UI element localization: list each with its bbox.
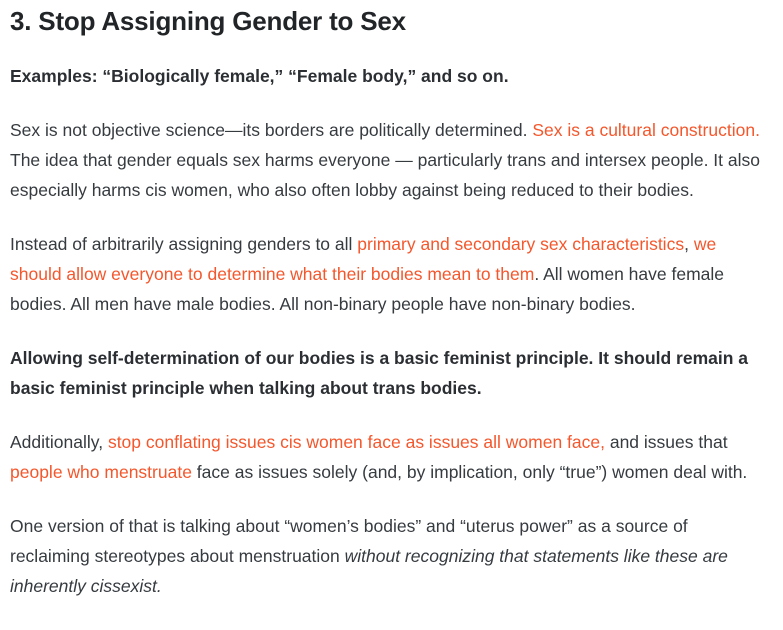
text-run: Sex is not objective science—its borders are politically determined. — [10, 120, 533, 140]
text-run: and issues that — [604, 432, 728, 452]
text-run: The idea that gender equals sex harms everyone — particularly trans and intersex people. It also especially harms cis women, who also often lobby against being reduced to their bodies. — [10, 150, 760, 200]
text-run: Instead of arbitrarily assigning genders to all — [10, 234, 358, 254]
inline-link-cultural-construction[interactable]: Sex is a cultural construction. — [532, 120, 760, 140]
inline-link-stop-conflating[interactable]: stop conflating issues cis women face as issues all women face, — [107, 432, 605, 452]
section-heading: 3. Stop Assigning Gender to Sex — [10, 6, 406, 36]
paragraph-sex-not-objective — [10, 115, 769, 205]
inline-link-determine-bodies[interactable]: we should allow everyone to determine what their bodies mean to them — [10, 234, 717, 284]
text-run: Additionally, — [10, 432, 108, 452]
text-run: One version of that is talking about “women’s bodies” and “uterus power” as a source of reclaiming stereotypes about menstruation — [10, 516, 688, 566]
text-run: face as issues solely (and, by implication, only “true”) women deal with. — [191, 462, 748, 482]
paragraph-examples — [10, 61, 769, 91]
inline-link-people-who-menstruate[interactable]: people who menstruate — [10, 462, 192, 482]
paragraph-one-version — [10, 511, 769, 601]
text-run: , — [684, 234, 694, 254]
paragraph-feminist-principle — [10, 343, 769, 403]
text-run: Examples: “Biologically female,” “Female body,” and so on. — [10, 66, 509, 86]
text-run-italic: without recognizing that statements like these are inherently cissexist. — [10, 546, 728, 596]
paragraph-instead-of-assigning — [10, 229, 769, 319]
text-run: . All women have female bodies. All men have male bodies. All non-binary people have non-binary bodies. — [10, 264, 725, 314]
inline-link-sex-characteristics[interactable]: primary and secondary sex characteristics — [357, 234, 685, 254]
text-run: Allowing self-determination of our bodies is a basic feminist principle. It should remain a basic feminist principle when talking about trans bodies. — [10, 348, 749, 398]
paragraph-additionally — [10, 427, 769, 487]
